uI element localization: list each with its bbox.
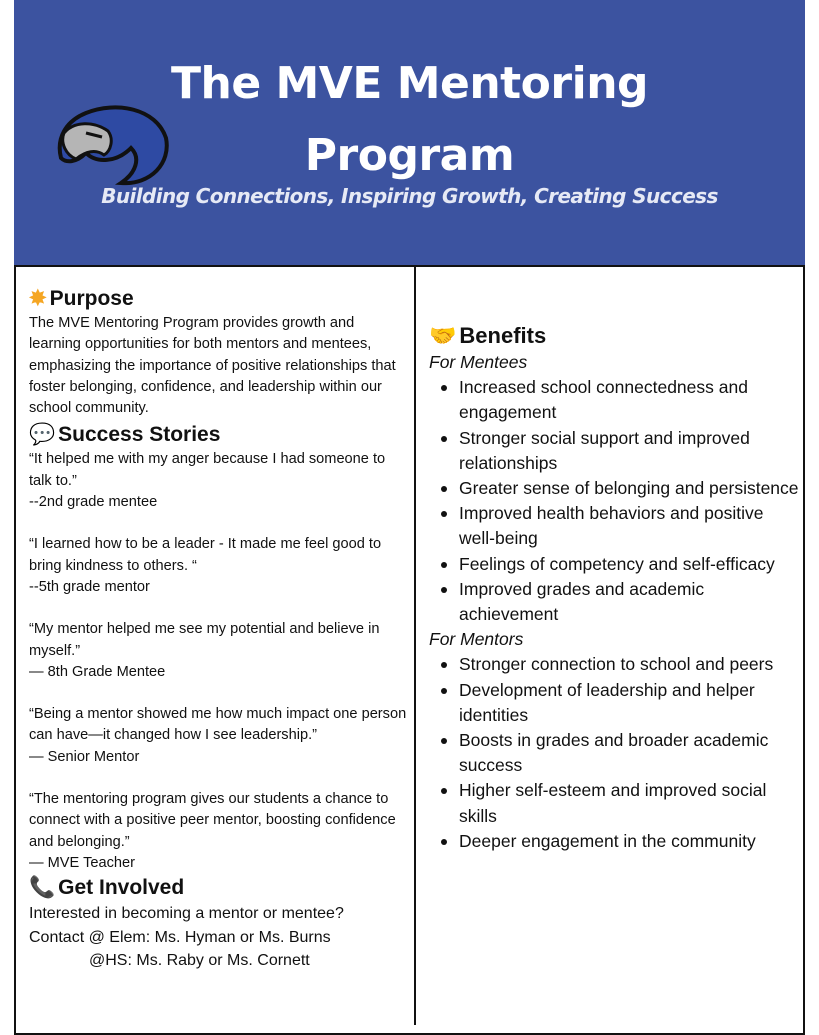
benefit-item: Increased school connectedness and engagement — [429, 375, 799, 425]
benefits-heading-text: Benefits — [459, 323, 547, 348]
benefit-item: Improved health behaviors and positive well-being — [429, 501, 799, 551]
get-involved-text — [29, 902, 409, 973]
title-line-1: The MVE Mentoring — [170, 58, 649, 109]
contact-elem: Contact @ Elem: Ms. Hyman or Ms. Burns — [29, 928, 331, 946]
benefit-item: Feelings of competency and self-efficacy — [429, 552, 799, 577]
story-quote: “My mentor helped me see my potential and believe in myself.” — [29, 621, 380, 659]
story-quote: “The mentoring program gives our students a chance to connect with a positive peer mentor, boosting confidence and belonging.” — [29, 791, 396, 850]
get-involved-line: Interested in becoming a mentor or mentee? — [29, 905, 344, 923]
benefit-item: Improved grades and academic achievement — [429, 577, 799, 627]
benefit-item: Stronger connection to school and peers — [429, 652, 799, 677]
story-author: — MVE Teacher — [29, 854, 135, 871]
phone-icon: 📞 — [29, 876, 56, 900]
story — [29, 619, 409, 683]
mentors-label: For Mentors — [429, 629, 524, 650]
story — [29, 449, 409, 513]
benefit-item: Greater sense of belonging and persistence — [429, 476, 799, 501]
story-quote: “It helped me with my anger because I had someone to talk to.” — [29, 451, 386, 489]
story-quote: “I learned how to be a leader - It made me feel good to bring kindness to others. “ — [29, 536, 382, 574]
get-involved-heading — [29, 874, 409, 902]
speech-bubble-icon: 💬 — [29, 423, 56, 447]
story-author: — Senior Mentor — [29, 748, 140, 765]
story — [29, 534, 409, 598]
header-banner — [14, 0, 805, 266]
column-divider — [414, 265, 416, 1025]
story — [29, 704, 409, 768]
story-author: — 8th Grade Mentee — [29, 663, 166, 680]
benefit-item: Development of leadership and helper identities — [429, 678, 799, 728]
success-heading — [29, 421, 409, 449]
title-line-2: Program — [304, 130, 515, 181]
story-quote: “Being a mentor showed me how much impact one person can have—it changed how I see leadership.” — [29, 706, 407, 744]
benefit-item: Higher self-esteem and improved social skills — [429, 778, 799, 828]
mentees-label: For Mentees — [429, 352, 528, 372]
purpose-heading — [29, 285, 409, 313]
contact-hs: @HS: Ms. Raby or Ms. Cornett — [89, 952, 310, 970]
purpose-heading-text: Purpose — [49, 287, 134, 310]
tagline: Building Connections, Inspiring Growth, Creating Success — [101, 184, 718, 208]
purpose-text: The MVE Mentoring Program provides growth and learning opportunities for both mentors and mentees, emphasizing the importance of positive relationships that foster belonging, confidence, and leadership within our school community. — [29, 315, 396, 417]
handshake-icon: 🤝 — [429, 323, 457, 348]
right-column — [429, 322, 799, 854]
story-author: --2nd grade mentee — [29, 494, 158, 511]
page-title — [14, 48, 805, 192]
star-icon: ✸ — [29, 287, 47, 310]
benefit-item: Boosts in grades and broader academic success — [429, 728, 799, 778]
benefit-item: Stronger social support and improved relationships — [429, 426, 799, 476]
story — [29, 789, 409, 874]
mentees-list — [429, 375, 799, 627]
left-column — [29, 285, 409, 973]
success-heading-text: Success Stories — [58, 423, 221, 447]
benefit-item: Deeper engagement in the community — [429, 829, 799, 854]
story-author: --5th grade mentor — [29, 578, 150, 595]
get-involved-heading-text: Get Involved — [58, 876, 185, 900]
mentors-list — [429, 652, 799, 854]
benefits-heading — [429, 322, 799, 350]
